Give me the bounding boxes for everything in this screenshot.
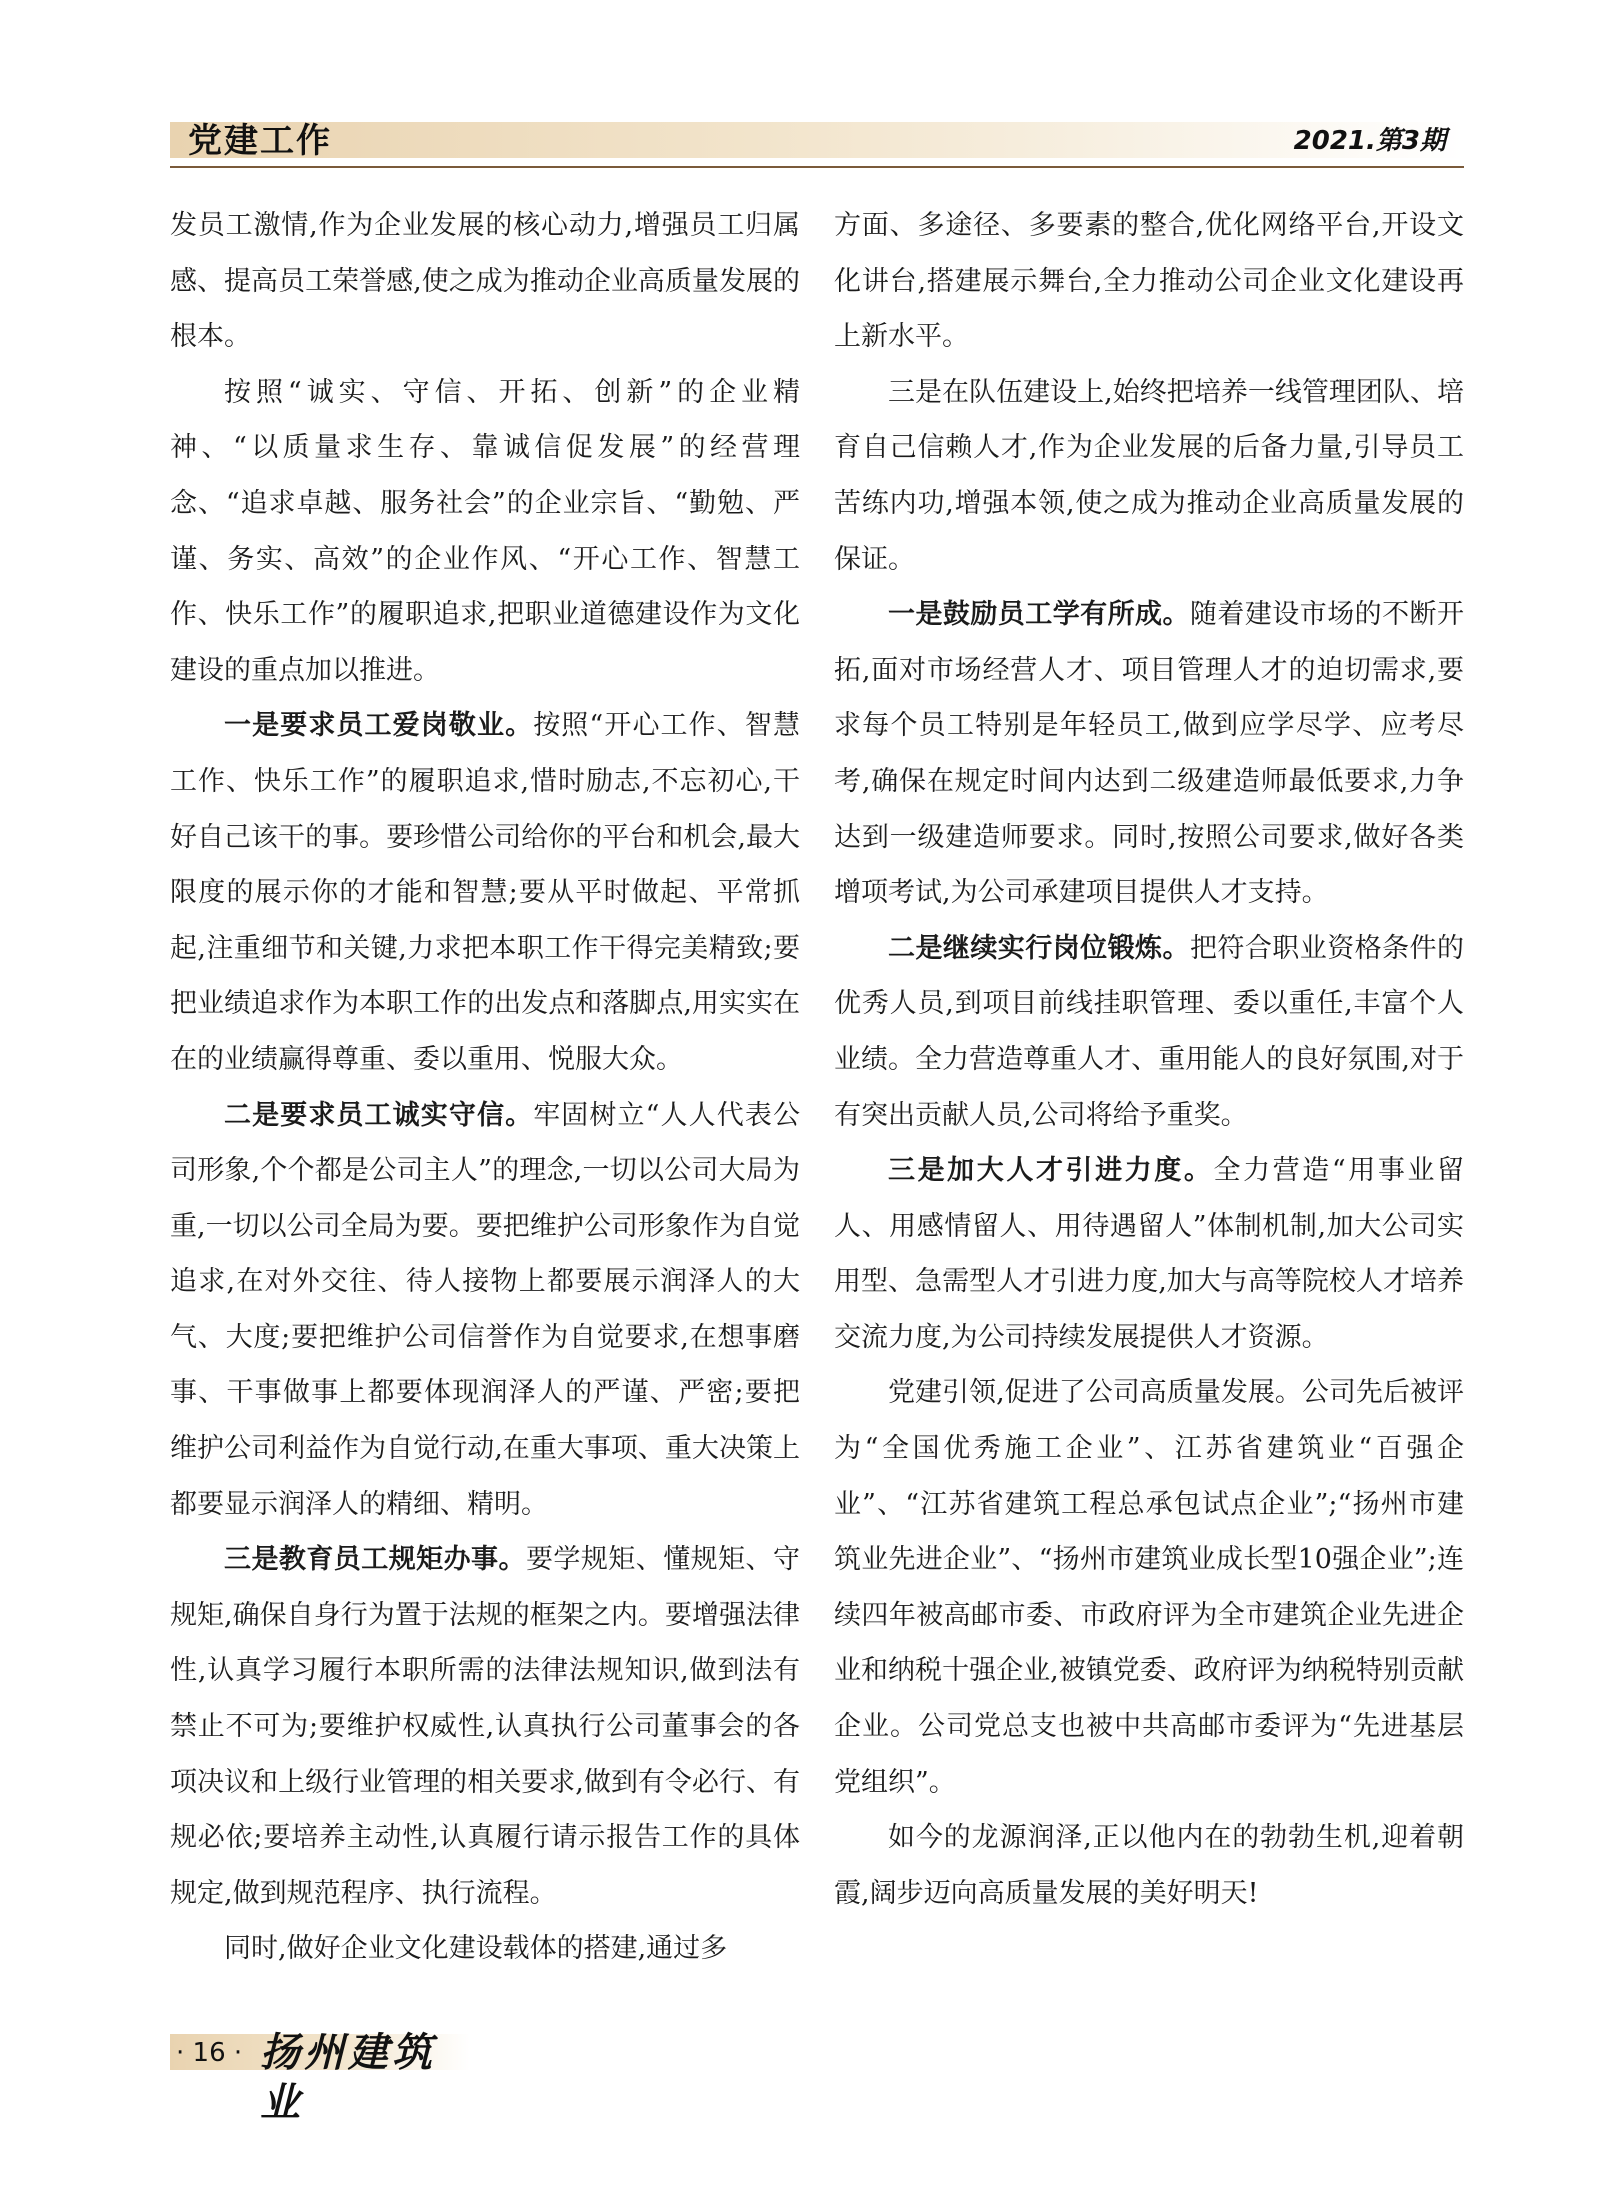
section-title: 党建工作	[188, 121, 332, 161]
paragraph: 三是加大人才引进力度。全力营造“用事业留人、用感情留人、用待遇留人”体制机制,加大公司实用型、急需型人才引进力度,加大与高等院校人才培养交流力度,为公司持续发展提供人才资源。	[834, 1155, 1464, 1353]
paragraph: 三是在队伍建设上,始终把培养一线管理团队、培育自己信赖人才,作为企业发展的后备力量,引导员工苦练内功,增强本领,使之成为推动企业高质量发展的保证。	[834, 376, 1464, 575]
page-header	[170, 116, 1464, 166]
paragraph: 一是鼓励员工学有所成。随着建设市场的不断开拓,面对市场经营人才、项目管理人才的迫切需求,要求每个员工特别是年轻员工,做到应学尽学、应考尽考,确保在规定时间内达到二级建造师最低要求,力争达到一级建造师要求。同时,按照公司要求,做好各类增项考试,为公司承建项目提供人才支持。	[834, 599, 1465, 909]
paragraph: 一是要求员工爱岗敬业。按照“开心工作、智慧工作、快乐工作”的履职追求,惜时励志,不忘初心,干好自己该干的事。要珍惜公司给你的平台和机会,最大限度的展示你的才能和智慧;要从平时做起、平常抓起,注重细节和关键,力求把本职工作干得完美精致;要把业绩追求作为本职工作的出发点和落脚点,用实实在在的业绩赢得尊重、委以重用、悦服大众。	[170, 710, 800, 1075]
paragraph: 同时,做好企业文化建设载体的搭建,通过多	[224, 1933, 728, 1965]
paragraph: 按照“诚实、守信、开拓、创新”的企业精神、“以质量求生存、靠诚信促发展”的经营理念、“追求卓越、服务社会”的企业宗旨、“勤勉、严谨、务实、高效”的企业作风、“开心工作、智慧工作、快乐工作”的履职追求,把职业道德建设作为文化建设的重点加以推进。	[170, 376, 800, 686]
paragraph: 如今的龙源润泽,正以他内在的勃勃生机,迎着朝霞,阔步迈向高质量发展的美好明天!	[834, 1822, 1464, 1909]
issue-label: 2021.第3期	[1293, 126, 1446, 156]
magazine-logo: 扬州建筑业	[260, 2029, 436, 2126]
right-column	[834, 198, 1464, 1921]
header-band	[170, 122, 1464, 158]
paragraph: 三是教育员工规矩办事。要学规矩、懂规矩、守规矩,确保自身行为置于法规的框架之内。要增强法律性,认真学习履行本职所需的法律法规知识,做到法有禁止不可为;要维护权威性,认真执行公司董事会的各项决议和上级行业管理的相关要求,做到有令必行、有规必依;要培养主动性,认真履行请示报告工作的具体规定,做到规范程序、执行流程。	[170, 1544, 801, 1909]
paragraph: 方面、多途径、多要素的整合,优化网络平台,开设文化讲台,搭建展示舞台,全力推动公司企业文化建设再上新水平。	[834, 210, 1464, 353]
page-number: · 16 ·	[176, 2038, 243, 2068]
page-footer	[170, 2028, 470, 2126]
paragraph: 二是继续实行岗位锻炼。把符合职业资格条件的优秀人员,到项目前线挂职管理、委以重任,丰富个人业绩。全力营造尊重人才、重用能人的良好氛围,对于有突出贡献人员,公司将给予重奖。	[834, 932, 1465, 1131]
paragraph: 二是要求员工诚实守信。牢固树立“人人代表公司形象,个个都是公司主人”的理念,一切以公司大局为重,一切以公司全局为要。要把维护公司形象作为自觉追求,在对外交往、待人接物上都要展示润泽人的大气、大度;要把维护公司信誉作为自觉要求,在想事磨事、干事做事上都要体现润泽人的严谨、严密;要把维护公司利益作为自觉行动,在重大事项、重大决策上都要显示润泽人的精细、精明。	[170, 1099, 800, 1520]
left-column	[170, 198, 800, 1977]
paragraph: 发员工激情,作为企业发展的核心动力,增强员工归属感、提高员工荣誉感,使之成为推动企业高质量发展的根本。	[170, 210, 800, 353]
paragraph: 党建引领,促进了公司高质量发展。公司先后被评为“全国优秀施工企业”、江苏省建筑业“百强企业”、“江苏省建筑工程总承包试点企业”;“扬州市建筑业先进企业”、“扬州市建筑业成长型10强企业”;连续四年被高邮市委、市政府评为全市建筑企业先进企业和纳税十强企业,被镇党委、政府评为纳税特别贡献企业。公司党总支也被中共高邮市委评为“先进基层党组织”。	[834, 1377, 1464, 1798]
header-divider	[170, 166, 1464, 168]
